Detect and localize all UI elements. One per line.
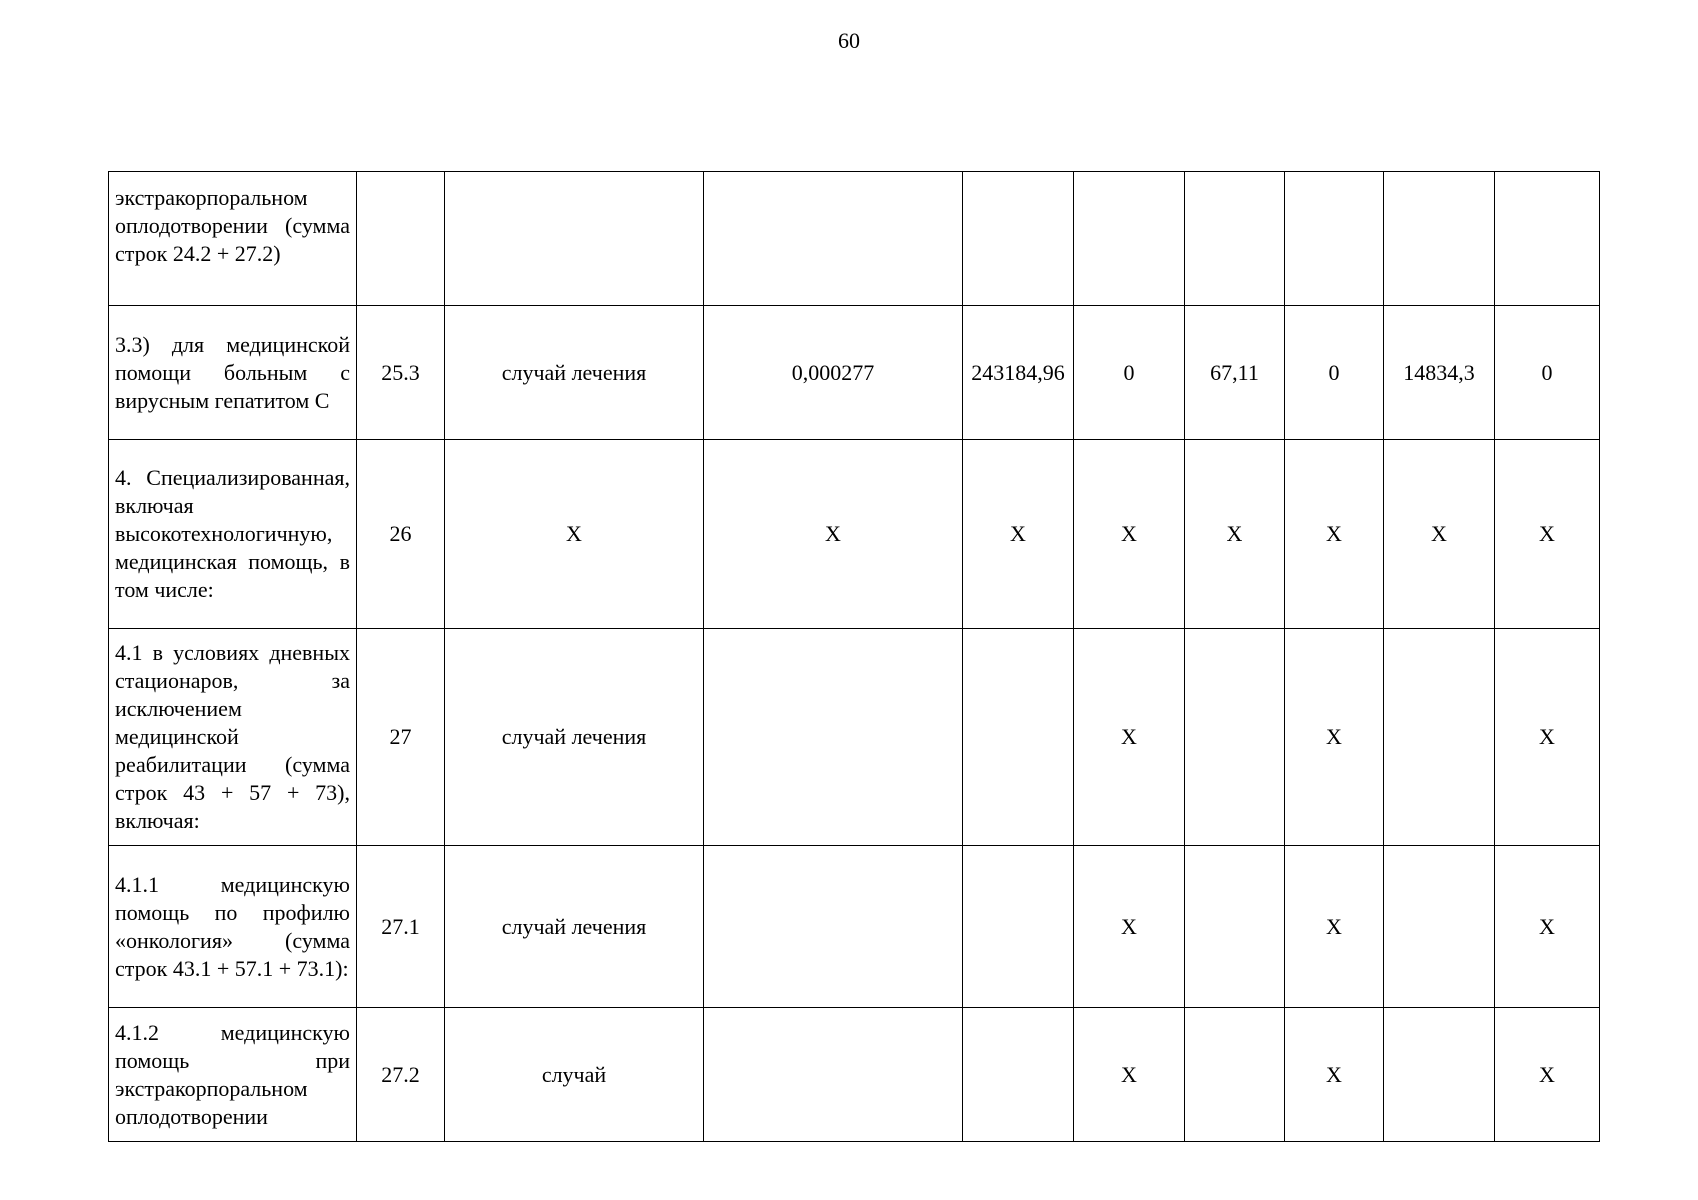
row-label: 3.3) для медицинской помощи больным с вирусным гепатитом С (109, 306, 357, 440)
row-cell (963, 1008, 1074, 1142)
row-unit: случай лечения (445, 629, 704, 846)
row-cell (1185, 172, 1285, 306)
row-cell (1384, 1008, 1495, 1142)
row-cell: Х (1495, 629, 1600, 846)
row-cell (963, 172, 1074, 306)
row-cell: Х (1074, 629, 1185, 846)
row-unit (445, 172, 704, 306)
row-label: 4.1.1 медицинскую помощь по профилю «онкология» (сумма строк 43.1 + 57.1 + 73.1): (109, 846, 357, 1008)
row-cell: 14834,3 (1384, 306, 1495, 440)
row-number: 26 (357, 440, 445, 629)
row-cell: 0 (1285, 306, 1384, 440)
row-cell (704, 629, 963, 846)
row-cell (963, 629, 1074, 846)
table-row (109, 440, 1600, 629)
row-cell (1384, 846, 1495, 1008)
row-cell (704, 1008, 963, 1142)
row-cell: Х (1285, 440, 1384, 629)
row-number: 27.1 (357, 846, 445, 1008)
row-cell: 67,11 (1185, 306, 1285, 440)
row-cell: Х (704, 440, 963, 629)
row-cell: Х (1285, 629, 1384, 846)
row-cell: Х (1074, 846, 1185, 1008)
row-cell (704, 172, 963, 306)
row-cell: 243184,96 (963, 306, 1074, 440)
row-cell (1495, 172, 1600, 306)
row-cell: Х (1384, 440, 1495, 629)
row-cell (1384, 629, 1495, 846)
row-cell: Х (1074, 440, 1185, 629)
row-unit: случай лечения (445, 306, 704, 440)
row-number: 27.2 (357, 1008, 445, 1142)
table-row (109, 1008, 1600, 1142)
row-number (357, 172, 445, 306)
data-table (108, 171, 1600, 1142)
row-label: 4.1.2 медицинскую помощь при экстракорпоральном оплодотворении (109, 1008, 357, 1142)
row-cell (1384, 172, 1495, 306)
row-cell (1285, 172, 1384, 306)
row-cell (963, 846, 1074, 1008)
row-cell: 0 (1495, 306, 1600, 440)
row-label: 4.1 в условиях дневных стационаров, за исключением медицинской реабилитации (сумма строк 43 + 57 + 73), включая: (109, 629, 357, 846)
row-cell: Х (963, 440, 1074, 629)
row-cell: Х (1074, 1008, 1185, 1142)
page-number: 60 (838, 28, 860, 53)
row-cell (1185, 629, 1285, 846)
row-cell: Х (1185, 440, 1285, 629)
table-row (109, 846, 1600, 1008)
row-label: экстракорпоральном оплодотворении (сумма строк 24.2 + 27.2) (109, 172, 357, 306)
row-cell: Х (1285, 1008, 1384, 1142)
row-cell (1185, 1008, 1285, 1142)
row-cell: Х (1495, 846, 1600, 1008)
row-cell: 0 (1074, 306, 1185, 440)
row-cell: Х (1495, 440, 1600, 629)
row-unit: случай лечения (445, 846, 704, 1008)
row-cell (1074, 172, 1185, 306)
row-cell: Х (1285, 846, 1384, 1008)
table-row (109, 629, 1600, 846)
row-unit: случай (445, 1008, 704, 1142)
row-number: 25.3 (357, 306, 445, 440)
row-cell: 0,000277 (704, 306, 963, 440)
table-row (109, 306, 1600, 440)
row-cell: Х (1495, 1008, 1600, 1142)
row-label: 4. Специализированная, включая высокотехнологичную, медицинская помощь, в том числе: (109, 440, 357, 629)
table-row (109, 172, 1600, 306)
row-cell (1185, 846, 1285, 1008)
row-cell (704, 846, 963, 1008)
row-number: 27 (357, 629, 445, 846)
row-unit: Х (445, 440, 704, 629)
